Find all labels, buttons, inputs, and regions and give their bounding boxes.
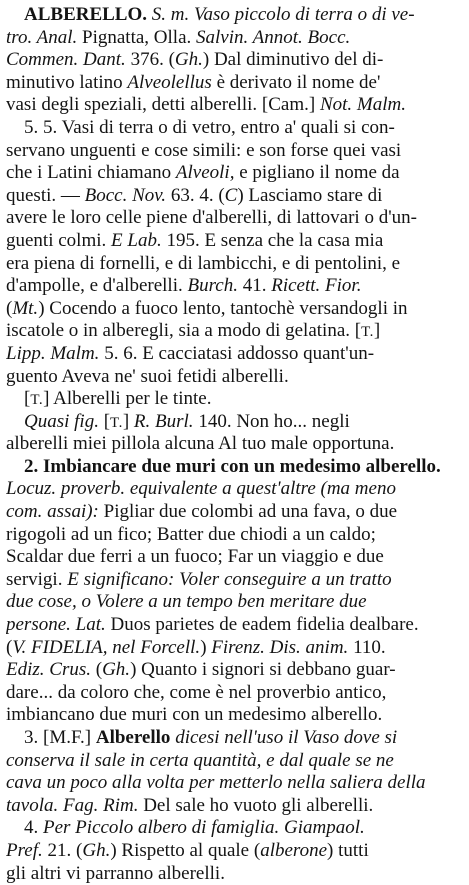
text-run: Bocc. Nov.	[84, 184, 167, 206]
text-run: 5. 6. E cacciatasi addosso quant'un-	[99, 342, 375, 364]
text-run: Burch.	[187, 275, 238, 297]
text-run: alberelli miei pillola alcuna Al tuo male opportuna.	[6, 433, 395, 455]
entry-line	[6, 343, 463, 366]
entry-line	[6, 366, 463, 389]
text-run: dicesi nell'uso il Vaso dove si	[170, 727, 398, 748]
text-run: Locuz. proverb. equivalente a quest'altre (ma meno	[6, 478, 396, 500]
text-run: Pref.	[6, 839, 43, 861]
text-run: minutivo latino	[6, 71, 128, 93]
entry-line	[6, 72, 463, 95]
entry-line	[6, 4, 463, 27]
text-run: com. assai):	[6, 501, 99, 523]
text-run: 4.	[24, 817, 43, 839]
text-run: rigogoli ad un fico; Batter due chiodi a un caldo;	[6, 523, 376, 545]
entry-line	[6, 795, 463, 818]
entry-line	[6, 253, 463, 276]
entry-line	[6, 433, 463, 456]
text-run: S. m. Vaso piccolo di terra o di ve-	[147, 4, 415, 25]
text-run: alberone	[260, 839, 328, 861]
text-run: guento Aveva ne' suoi fetidi alberelli.	[6, 365, 289, 387]
text-run: persone. Lat.	[6, 614, 106, 636]
text-run: ]	[373, 320, 381, 342]
text-run: Duos parietes de eadem fidelia dealbare.	[105, 614, 419, 636]
text-run: 376. (	[125, 49, 175, 71]
text-run: iscatole o in alberegli, sia a modo di gelatina. [	[6, 320, 362, 342]
text-run: ) Quanto i signori si debbano guar-	[130, 659, 396, 681]
entry-line	[6, 275, 463, 298]
text-run: Not. Malm.	[319, 94, 406, 116]
text-run: T.	[110, 414, 123, 431]
text-run: Ediz. Crus.	[6, 659, 91, 681]
text-run: questi. —	[6, 184, 85, 206]
entry-line	[6, 207, 463, 230]
text-run: dare... da coloro che, come è nel proverbio antico,	[6, 681, 387, 703]
entry-line	[6, 524, 463, 547]
text-run: Gh.	[102, 659, 131, 681]
entry-line	[6, 817, 463, 840]
text-run: guenti colmi.	[6, 229, 112, 251]
text-run: tavola. Fag. Rim.	[6, 794, 139, 816]
entry-line	[6, 569, 463, 592]
text-run: )	[200, 636, 212, 658]
text-run: E significano: Voler conseguire a un tratto	[67, 568, 392, 590]
text-run: Salvin. Annot. Bocc.	[196, 26, 351, 48]
entry-line	[6, 27, 463, 50]
text-run: 21. (	[42, 839, 83, 861]
entry-line	[6, 185, 463, 208]
text-run: (	[6, 297, 13, 319]
text-run: E Lab.	[111, 229, 162, 251]
text-run: T.	[30, 392, 44, 409]
text-run: servano unguenti e cose simili: e son forse quei vasi	[6, 139, 402, 161]
text-run: [	[24, 388, 31, 410]
text-run: Per Piccolo albero di famiglia. Giampaol.	[43, 817, 365, 839]
text-run: Firenz. Dis. anim.	[211, 636, 349, 658]
text-run: e pigliano il nome da	[234, 162, 400, 184]
entry-line	[6, 682, 463, 705]
text-run: 110.	[348, 636, 386, 658]
entry-line	[6, 659, 463, 682]
text-run: 195. E senza che la casa mia	[161, 229, 384, 251]
text-run: Scaldar due ferri a un fuoco; Far un viaggio e due	[6, 546, 384, 568]
text-run: V. FIDELIA, nel Forcell.	[12, 636, 201, 658]
entry-line	[6, 162, 463, 185]
text-run: Gh.	[82, 839, 111, 861]
text-run: ) Lasciamo stare di	[237, 184, 383, 206]
entry-line	[6, 117, 463, 140]
text-run: d'ampolle, e d'alberelli.	[6, 275, 188, 297]
entry-line	[6, 863, 463, 885]
entry-line	[6, 637, 463, 660]
text-run: avere le loro celle piene d'alberelli, di lattovari o d'un-	[6, 207, 417, 229]
entry-line	[6, 750, 463, 773]
text-run: che i Latini chiamano	[6, 162, 176, 184]
text-run: Pigliar due colombi ad una fava, o due	[98, 501, 397, 523]
entry-line	[6, 388, 463, 411]
text-run: Lipp. Malm.	[6, 342, 100, 364]
text-run: Del sale ho vuoto gli alberelli.	[138, 794, 374, 816]
text-run: Mt.	[12, 297, 39, 319]
entry-line	[6, 591, 463, 614]
entry-line	[6, 704, 463, 727]
entry-line	[6, 298, 463, 321]
headword: ALBERELLO.	[24, 4, 148, 25]
entry-line	[6, 411, 463, 434]
entry-line	[6, 140, 463, 163]
text-run: Commen. Dant.	[6, 49, 126, 71]
text-run: 5. 5. Vasi di terra o di vetro, entro a' quali si con-	[24, 116, 395, 138]
text-run: Pignatta, Olla.	[77, 26, 196, 48]
text-run: Gh.	[174, 49, 203, 71]
entry-line	[6, 840, 463, 863]
entry-line	[6, 546, 463, 569]
text-run: ) Dal diminutivo del di-	[202, 49, 384, 71]
entry-line	[6, 456, 463, 479]
text-run: ) tutti	[327, 839, 369, 861]
entry-line	[6, 230, 463, 253]
entry-line	[6, 614, 463, 637]
text-run: R. Burl.	[133, 410, 194, 432]
text-run: 3. [M.F.]	[24, 727, 96, 748]
text-run: gli altri vi parranno alberelli.	[6, 862, 225, 884]
text-run: 63. 4. (	[166, 184, 225, 206]
text-run: T.	[361, 324, 374, 341]
text-run: ]	[122, 410, 134, 432]
entry-line	[6, 94, 463, 117]
entry-line	[6, 320, 463, 343]
text-run: vasi degli speziali, detti alberelli. [Cam.]	[6, 94, 320, 116]
text-run: 2. Imbiancare due muri con un medesimo alberello.	[24, 455, 441, 477]
text-run: Ricett. Fior.	[271, 275, 362, 297]
text-run: [	[98, 410, 111, 432]
text-run: 140. Non ho... negli	[193, 410, 350, 432]
entry-line	[6, 727, 463, 750]
text-run: C	[224, 184, 238, 206]
text-run: Alveolellus	[127, 71, 212, 93]
text-run: Alveoli,	[175, 162, 235, 184]
entry-line	[6, 772, 463, 795]
text-run: è derivato il nome de'	[211, 71, 381, 93]
text-run: tro. Anal.	[6, 26, 78, 48]
text-run: Quasi fig.	[24, 410, 99, 432]
text-run: era piena di fornelli, e di lambicchi, e di pentolini, e	[6, 252, 401, 274]
text-run: 41.	[237, 275, 272, 297]
text-run: imbiancano due muri con un medesimo alberello.	[6, 704, 383, 726]
entry-line	[6, 501, 463, 524]
text-run: (	[6, 636, 13, 658]
text-run: (	[91, 659, 103, 681]
entry-line	[6, 49, 463, 72]
text-run: servigi.	[6, 568, 68, 590]
text-run: ) Rispetto al quale (	[110, 839, 261, 861]
text-run: ] Alberelli per le tinte.	[43, 388, 212, 410]
text-run: due cose, o Volere a un tempo ben meritare due	[6, 591, 367, 613]
entry-line	[6, 478, 463, 501]
text-run: ) Cocendo a fuoco lento, tantochè versandogli in	[38, 297, 408, 319]
text-run: cava un poco alla volta per metterlo nella saliera della	[6, 772, 426, 794]
text-run: conserva il sale in certa quantità, e dal quale se ne	[6, 749, 394, 771]
text-run: Alberello	[95, 727, 171, 748]
